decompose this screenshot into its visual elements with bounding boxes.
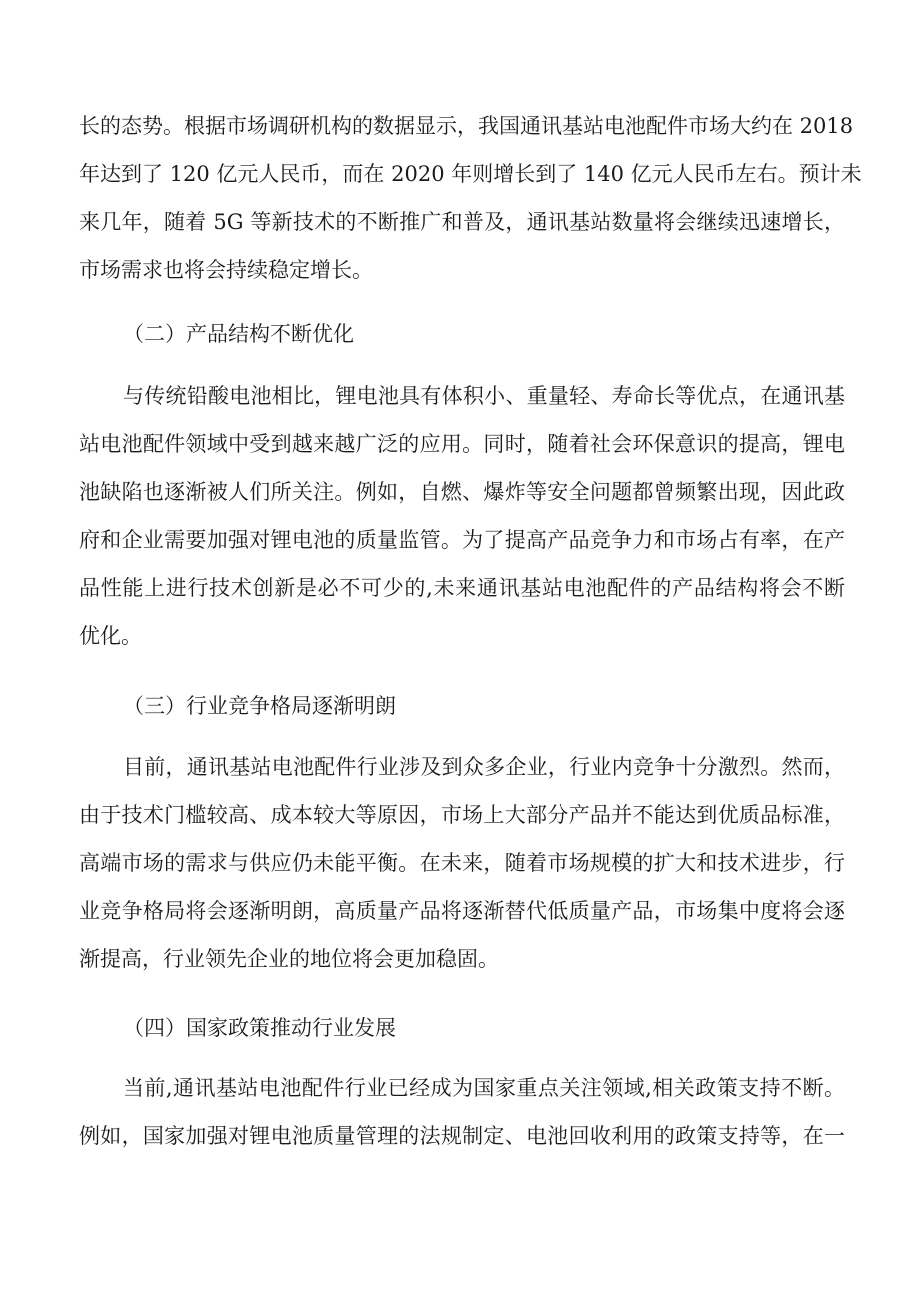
paragraph-line: 当前,通讯基站电池配件行业已经成为国家重点关注领域,相关政策支持不断。 [123,1076,845,1100]
paragraph-line: 市场需求也将会持续稳定增长。 [79,258,373,282]
section-heading: （二）产品结构不断优化 [123,322,354,346]
paragraph-line: 来几年，随着 5G 等新技术的不断推广和普及，通讯基站数量将会继续迅速增长， [79,210,845,234]
paragraph-line: 品性能上进行技术创新是必不可少的,未来通讯基站电池配件的产品结构将会不断 [79,576,845,600]
section-heading: （四）国家政策推动行业发展 [123,1016,396,1040]
paragraph-line: 池缺陷也逐渐被人们所关注。例如，自燃、爆炸等安全问题都曾频繁出现，因此政 [79,480,845,504]
paragraph-line: 渐提高，行业领先企业的地位将会更加稳固。 [79,947,499,971]
paragraph-line: 长的态势。根据市场调研机构的数据显示，我国通讯基站电池配件市场大约在 2018 [79,114,854,138]
paragraph-line: 例如，国家加强对锂电池质量管理的法规制定、电池回收利用的政策支持等，在一 [79,1124,845,1148]
paragraph-line: 与传统铅酸电池相比，锂电池具有体积小、重量轻、寿命长等优点，在通讯基 [123,384,845,408]
paragraph-line: 府和企业需要加强对锂电池的质量监管。为了提高产品竞争力和市场占有率，在产 [79,528,845,552]
paragraph-line: 优化。 [79,624,142,648]
paragraph-line: 站电池配件领域中受到越来越广泛的应用。同时，随着社会环保意识的提高，锂电 [79,432,845,456]
paragraph-line: 年达到了 120 亿元人民币，而在 2020 年则增长到了 140 亿元人民币左右。预计未 [79,162,862,186]
paragraph-line: 由于技术门槛较高、成本较大等原因，市场上大部分产品并不能达到优质品标准， [79,803,845,827]
paragraph-line: 目前，通讯基站电池配件行业涉及到众多企业，行业内竞争十分激烈。然而， [123,755,845,779]
section-heading: （三）行业竞争格局逐渐明朗 [123,694,396,718]
paragraph-line: 业竞争格局将会逐渐明朗，高质量产品将逐渐替代低质量产品，市场集中度将会逐 [79,899,845,923]
paragraph-line: 高端市场的需求与供应仍未能平衡。在未来，随着市场规模的扩大和技术进步，行 [79,851,845,875]
